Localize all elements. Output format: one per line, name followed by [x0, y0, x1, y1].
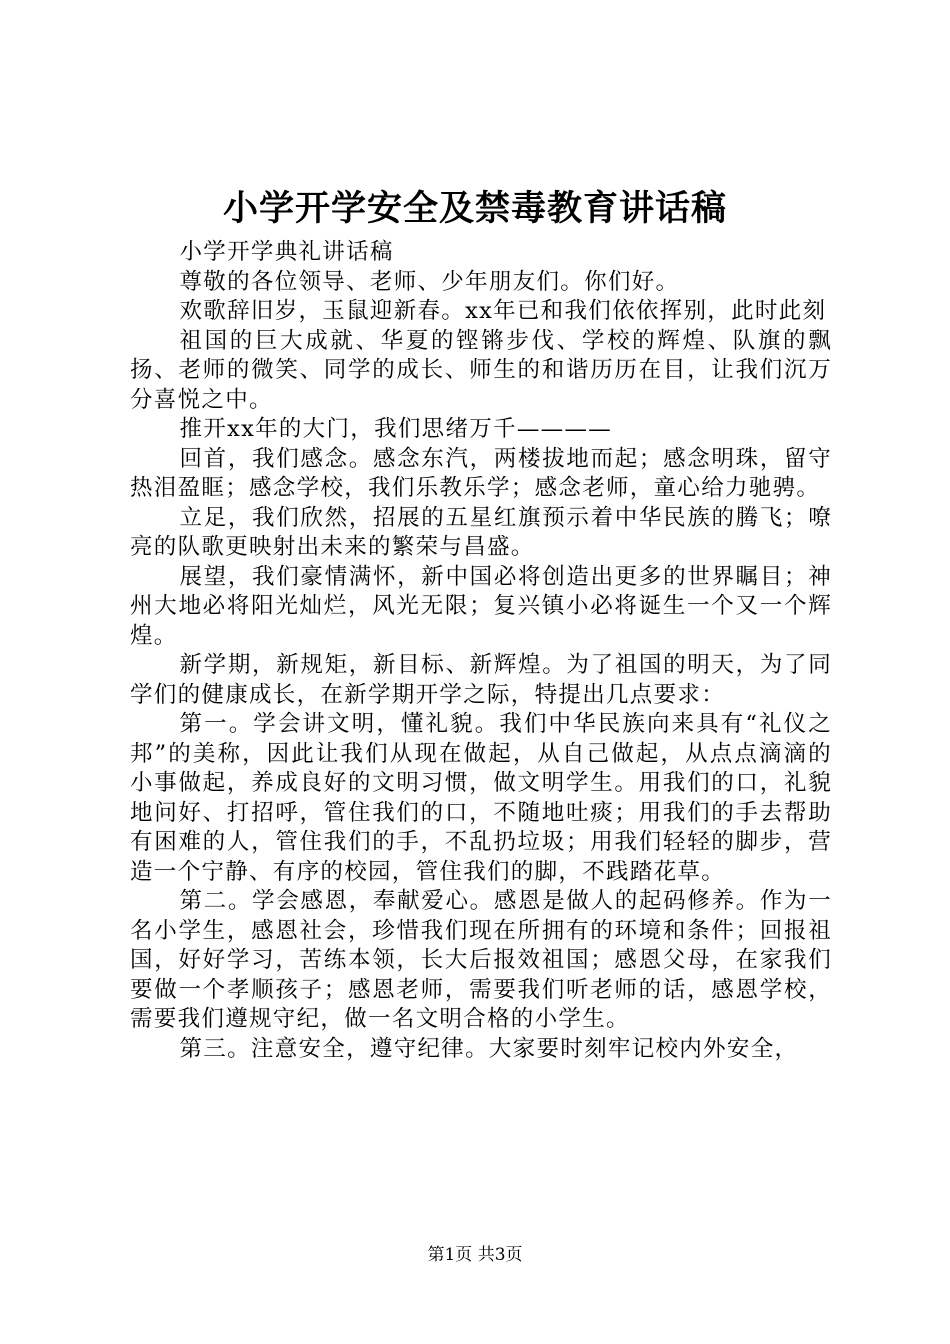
paragraph: 回首，我们感念。感念东汽，两楼拔地而起；感念明珠，留守热泪盈眶；感念学校，我们乐教乐学；感念老师，童心给力驰骋。 — [130, 445, 832, 501]
paragraph: 新学期，新规矩，新目标、新辉煌。为了祖国的明天，为了同学们的健康成长，在新学期开学之际，特提出几点要求： — [130, 652, 832, 708]
paragraph: 小学开学典礼讲话稿 — [179, 239, 394, 265]
paragraph: 第三。注意安全，遵守纪律。大家要时刻牢记校内外安全， — [179, 1035, 799, 1062]
paragraph: 第二。学会感恩，奉献爱心。感恩是做人的起码修养。作为一名小学生，感恩社会，珍惜我们现在所拥有的环境和条件；回报祖国，好好学习，苦练本领，长大后报效祖国；感恩父母，在家我们要做一个孝顺孩子；感恩老师，需要我们听老师的话，感恩学校，需要我们遵规守纪，做一名文明合格的小学生。 — [130, 888, 832, 1032]
paragraph: 祖国的巨大成就、华夏的铿锵步伐、学校的辉煌、队旗的飘扬、老师的微笑、同学的成长、师生的和谐历历在目，让我们沉万分喜悦之中。 — [130, 327, 832, 413]
paragraph: 欢歌辞旧岁，玉鼠迎新春。xx年已和我们依依挥别，此时此刻 — [179, 298, 827, 324]
page-number-footer: 第1页 共3页 — [427, 1245, 523, 1265]
paragraph: 立足，我们欣然，招展的五星红旗预示着中华民族的腾飞；嘹亮的队歌更映射出未来的繁荣与昌盛。 — [130, 504, 832, 560]
document-title: 小学开学安全及禁毒教育讲话稿 — [222, 188, 727, 229]
paragraph: 展望，我们豪情满怀，新中国必将创造出更多的世界瞩目；神州大地必将阳光灿烂，风光无限；复兴镇小必将诞生一个又一个辉煌。 — [130, 563, 832, 649]
paragraph: 推开xx年的大门，我们思绪万千———— — [179, 416, 613, 442]
paragraph: 第一。学会讲文明，懂礼貌。我们中华民族向来具有“礼仪之邦”的美称，因此让我们从现在做起，从自己做起，从点点滴滴的小事做起，养成良好的文明习惯，做文明学生。用我们的口，礼貌地问好、打招呼，管住我们的口，不随地吐痰；用我们的手去帮助有困难的人，管住我们的手，不乱扔垃圾；用我们轻轻的脚步，营造一个宁静、有序的校园，管住我们的脚，不践踏花草。 — [130, 711, 832, 885]
paragraph: 尊敬的各位领导、老师、少年朋友们。你们好。 — [179, 268, 680, 295]
document-body — [130, 238, 832, 1064]
